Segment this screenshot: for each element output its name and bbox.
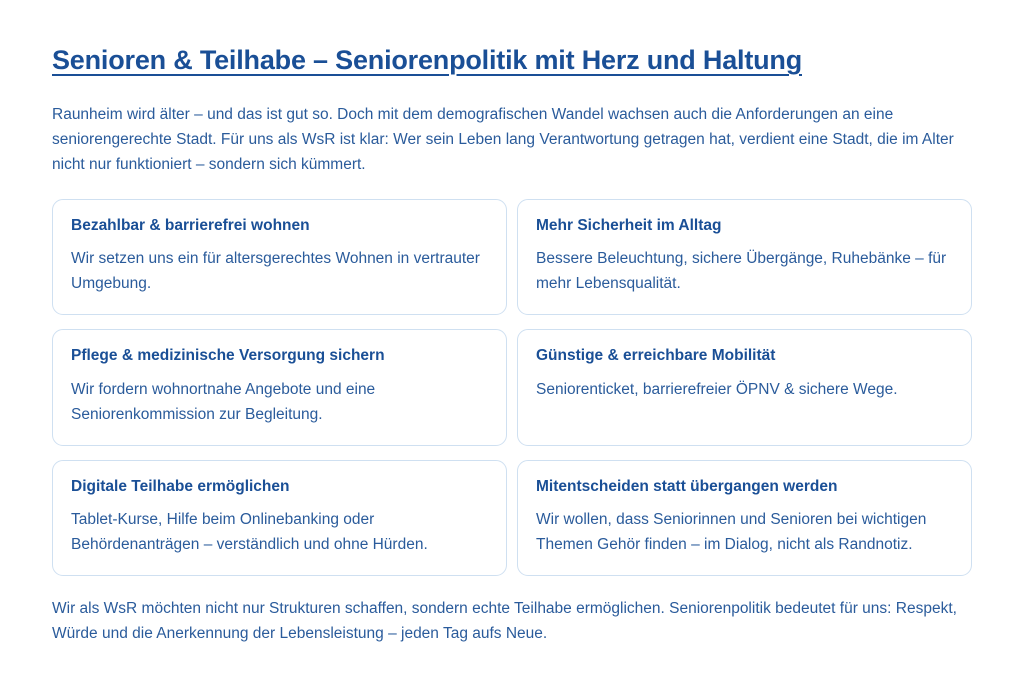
policy-card-text: Tablet-Kurse, Hilfe beim Onlinebanking oder Behördenanträgen – verständlich und ohne Hürden. (71, 510, 428, 554)
intro-paragraph: Raunheim wird älter – und das ist gut so. Doch mit dem demografischen Wandel wachsen auch die Anforderungen an eine seniorengerechte Stadt. Für uns als WsR ist klar: Wer sein Leben lang Verantwortung getragen hat, verdient eine Stadt, die im Alter nicht nur funktioniert – sondern sich kümmert. (52, 105, 954, 173)
policy-card-text: Wir wollen, dass Seniorinnen und Senioren bei wichtigen Themen Gehör finden – im Dialog, nicht als Randnotiz. (536, 510, 927, 554)
policy-card-title: Digitale Teilhabe ermöglichen (71, 477, 290, 495)
policy-card (517, 460, 972, 576)
policy-card (52, 329, 507, 445)
policy-card (52, 460, 507, 576)
policy-card-text: Seniorenticket, barrierefreier ÖPNV & sichere Wege. (536, 380, 898, 398)
policy-card (517, 199, 972, 315)
policy-cards-grid (52, 199, 970, 576)
policy-card (517, 329, 972, 445)
policy-card-title: Pflege & medizinische Versorgung sichern (71, 347, 385, 365)
policy-card-title: Bezahlbar & barrierefrei wohnen (71, 217, 310, 235)
policy-card (52, 199, 507, 315)
policy-card-text: Bessere Beleuchtung, sichere Übergänge, Ruhebänke – für mehr Lebensqualität. (536, 250, 947, 293)
policy-card-title: Günstige & erreichbare Mobilität (536, 347, 776, 365)
page-title: Senioren & Teilhabe – Seniorenpolitik mit Herz und Haltung (52, 45, 802, 75)
policy-card-text: Wir setzen uns ein für altersgerechtes Wohnen in vertrauter Umgebung. (71, 250, 480, 293)
outro-paragraph: Wir als WsR möchten nicht nur Strukturen schaffen, sondern echte Teilhabe ermöglichen. Seniorenpolitik bedeutet für uns: Respekt, Würde und die Anerkennung der Lebensleistung – jeden Tag aufs Neue. (52, 600, 957, 643)
policy-card-text: Wir fordern wohnortnahe Angebote und eine Seniorenkommission zur Begleitung. (71, 380, 376, 423)
policy-card-title: Mehr Sicherheit im Alltag (536, 217, 722, 235)
policy-card-title: Mitentscheiden statt übergangen werden (536, 477, 838, 495)
